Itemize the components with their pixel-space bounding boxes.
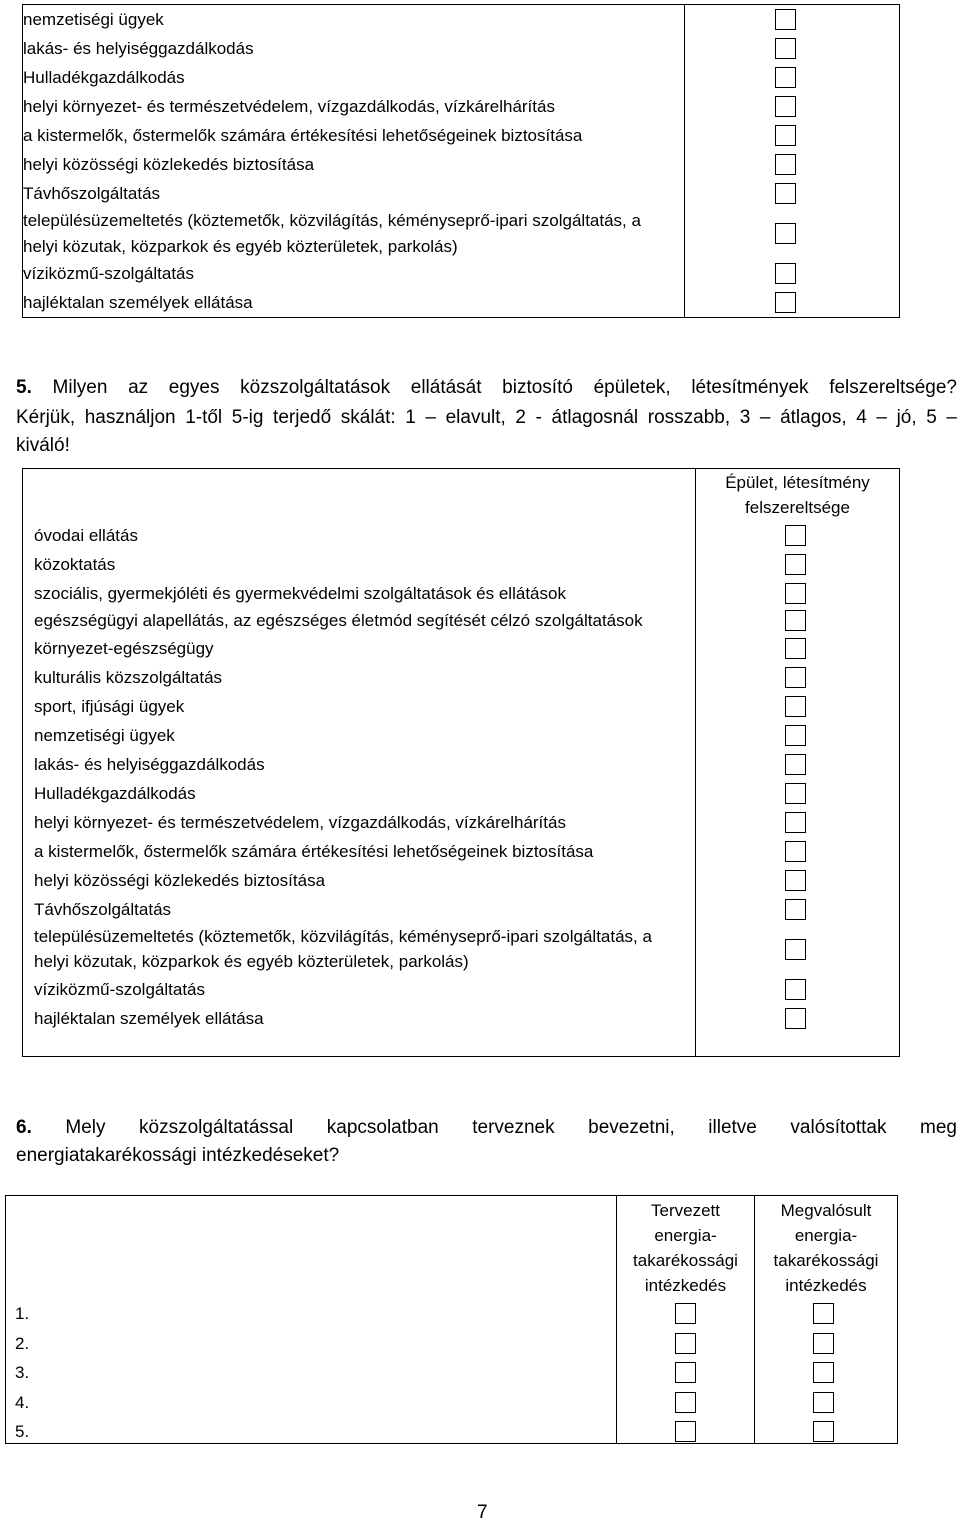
implemented-measure-column xyxy=(755,1196,898,1444)
checkbox[interactable] xyxy=(785,525,806,546)
t2-item: Távhőszolgáltatás xyxy=(34,899,172,919)
t1-item: a kistermelők, őstermelők számára értékesítési lehetőségeinek biztosítása xyxy=(23,126,583,145)
page-number: 7 xyxy=(477,1502,488,1523)
t2-item: településüzemeltetés (köztemetők, közvilágítás, kéményseprő-ipari szolgáltatás, a helyi közutak, közparkok és egyéb közterületek, parkolás) xyxy=(34,926,652,971)
checkbox[interactable] xyxy=(785,610,806,631)
checkbox[interactable] xyxy=(785,841,806,862)
facility-column-header xyxy=(696,470,899,520)
t2-item: helyi környezet- és természetvédelem, vízgazdálkodás, vízkárelhárítás xyxy=(34,812,566,832)
question-6 xyxy=(16,1114,957,1170)
question-6-number: 6. xyxy=(16,1117,32,1138)
facility-column-header-line1: Épület, létesítmény xyxy=(725,473,870,492)
t1-item: nemzetiségi ügyek xyxy=(23,10,164,29)
energy-header-line: intézkedés xyxy=(644,1276,727,1295)
checkbox[interactable] xyxy=(785,754,806,775)
checkbox[interactable] xyxy=(775,154,796,175)
energy-row-number: 5. xyxy=(15,1422,30,1441)
energy-checkbox[interactable] xyxy=(813,1362,834,1383)
t1-item: víziközmű-szolgáltatás xyxy=(23,264,195,283)
t2-item: szociális, gyermekjóléti és gyermekvédelmi szolgáltatások és ellátások xyxy=(34,584,566,603)
energy-checkbox[interactable] xyxy=(813,1421,834,1442)
planned-measure-column xyxy=(617,1196,755,1444)
energy-header-line: Tervezett xyxy=(651,1201,720,1220)
checkbox[interactable] xyxy=(785,696,806,717)
energy-header-line: energia- xyxy=(794,1226,858,1245)
energy-header-line: takarékossági xyxy=(773,1251,879,1270)
checkbox[interactable] xyxy=(775,96,796,117)
energy-checkbox[interactable] xyxy=(813,1392,834,1413)
energy-checkbox[interactable] xyxy=(675,1392,696,1413)
question-5-text-line2: Kérjük, használjon 1-től 5-ig terjedő skálát: 1 – elavult, 2 - átlagosnál rosszabb, 3 – átlagos, 4 – jó, 5 – xyxy=(16,407,957,428)
question-5-number: 5. xyxy=(16,377,32,398)
t1-item: helyi közösségi közlekedés biztosítása xyxy=(23,155,315,174)
t1-item: hajléktalan személyek ellátása xyxy=(23,293,253,312)
t1-item: Hulladékgazdálkodás xyxy=(23,68,185,87)
checkbox[interactable] xyxy=(775,263,796,284)
energy-checkbox[interactable] xyxy=(813,1303,834,1324)
checkbox[interactable] xyxy=(785,979,806,1000)
t1-item: helyi környezet- és természetvédelem, vízgazdálkodás, vízkárelhárítás xyxy=(23,97,555,116)
planned-measure-header xyxy=(617,1198,754,1298)
facility-column-header-line2: felszereltsége xyxy=(745,498,850,517)
energy-header-line: intézkedés xyxy=(785,1276,867,1295)
energy-row-number: 1. xyxy=(15,1304,30,1323)
services-table-continued xyxy=(22,4,900,318)
checkbox[interactable] xyxy=(785,899,806,920)
energy-checkbox[interactable] xyxy=(675,1303,696,1324)
checkbox-column xyxy=(685,5,900,318)
question-6-text-line2: energiatakarékossági intézkedéseket? xyxy=(16,1145,340,1166)
checkbox[interactable] xyxy=(775,67,796,88)
checkbox[interactable] xyxy=(785,583,806,604)
t2-item: víziközmű-szolgáltatás xyxy=(34,979,206,999)
implemented-measure-header xyxy=(755,1198,897,1298)
t2-item: a kistermelők, őstermelők számára értékesítési lehetőségeinek biztosítása xyxy=(34,841,594,861)
facility-equipment-table xyxy=(22,468,900,1057)
checkbox[interactable] xyxy=(785,554,806,575)
t1-item: lakás- és helyiséggazdálkodás xyxy=(23,39,254,58)
t2-item: hajléktalan személyek ellátása xyxy=(34,1008,264,1028)
question-5-text-line1: Milyen az egyes közszolgáltatások ellátását biztosító épületek, létesítmények felszereltsége? xyxy=(52,377,957,398)
question-5 xyxy=(16,374,957,460)
energy-saving-table xyxy=(5,1195,898,1444)
facility-rating-column xyxy=(696,469,900,1057)
t2-item: lakás- és helyiséggazdálkodás xyxy=(34,754,265,774)
t2-item: helyi közösségi közlekedés biztosítása xyxy=(34,870,326,890)
checkbox[interactable] xyxy=(785,870,806,891)
checkbox[interactable] xyxy=(785,812,806,833)
t2-item: Hulladékgazdálkodás xyxy=(34,783,196,803)
checkbox[interactable] xyxy=(785,638,806,659)
facility-services-cell xyxy=(23,469,696,1057)
question-6-text-line1: Mely közszolgáltatással kapcsolatban terveznek bevezetni, illetve valósítottak meg xyxy=(65,1117,957,1138)
t2-item: nemzetiségi ügyek xyxy=(34,725,175,745)
t1-item: Távhőszolgáltatás xyxy=(23,184,161,203)
energy-row-number: 3. xyxy=(15,1363,30,1382)
checkbox[interactable] xyxy=(785,1008,806,1029)
t2-item: közoktatás xyxy=(34,555,116,574)
checkbox[interactable] xyxy=(775,183,796,204)
energy-checkbox[interactable] xyxy=(675,1362,696,1383)
checkbox[interactable] xyxy=(785,939,806,960)
facility-services-list xyxy=(23,469,684,1033)
energy-checkbox[interactable] xyxy=(675,1421,696,1442)
energy-header-line: takarékossági xyxy=(633,1251,738,1270)
checkbox[interactable] xyxy=(785,725,806,746)
energy-row-number: 2. xyxy=(15,1333,30,1353)
energy-header-line: energia- xyxy=(654,1226,717,1245)
t2-item: óvodai ellátás xyxy=(34,526,138,545)
energy-row-number: 4. xyxy=(15,1392,30,1412)
t1-item: településüzemeltetés (köztemetők, közvilágítás, kéményseprő-ipari szolgáltatás, a helyi közutak, közparkok és egyéb közterületek, parkolás) xyxy=(23,211,641,256)
services-list xyxy=(23,5,663,317)
energy-header-line: Megvalósult xyxy=(780,1201,872,1220)
checkbox[interactable] xyxy=(775,9,796,30)
t2-item: környezet-egészségügy xyxy=(34,638,214,658)
checkbox[interactable] xyxy=(775,125,796,146)
t2-item: sport, ifjúsági ügyek xyxy=(34,696,185,716)
checkbox[interactable] xyxy=(775,223,796,244)
energy-checkbox[interactable] xyxy=(675,1333,696,1354)
energy-checkbox[interactable] xyxy=(813,1333,834,1354)
checkbox[interactable] xyxy=(775,292,796,313)
services-list-cell xyxy=(23,5,685,318)
energy-rows-cell xyxy=(6,1196,617,1444)
t2-item: egészségügyi alapellátás, az egészséges életmód segítését célzó szolgáltatások xyxy=(34,611,643,630)
t2-item: kulturális közszolgáltatás xyxy=(34,667,223,687)
checkbox[interactable] xyxy=(775,38,796,59)
checkbox[interactable] xyxy=(785,667,806,688)
checkbox[interactable] xyxy=(785,783,806,804)
question-5-text-line3: kiváló! xyxy=(16,435,70,456)
